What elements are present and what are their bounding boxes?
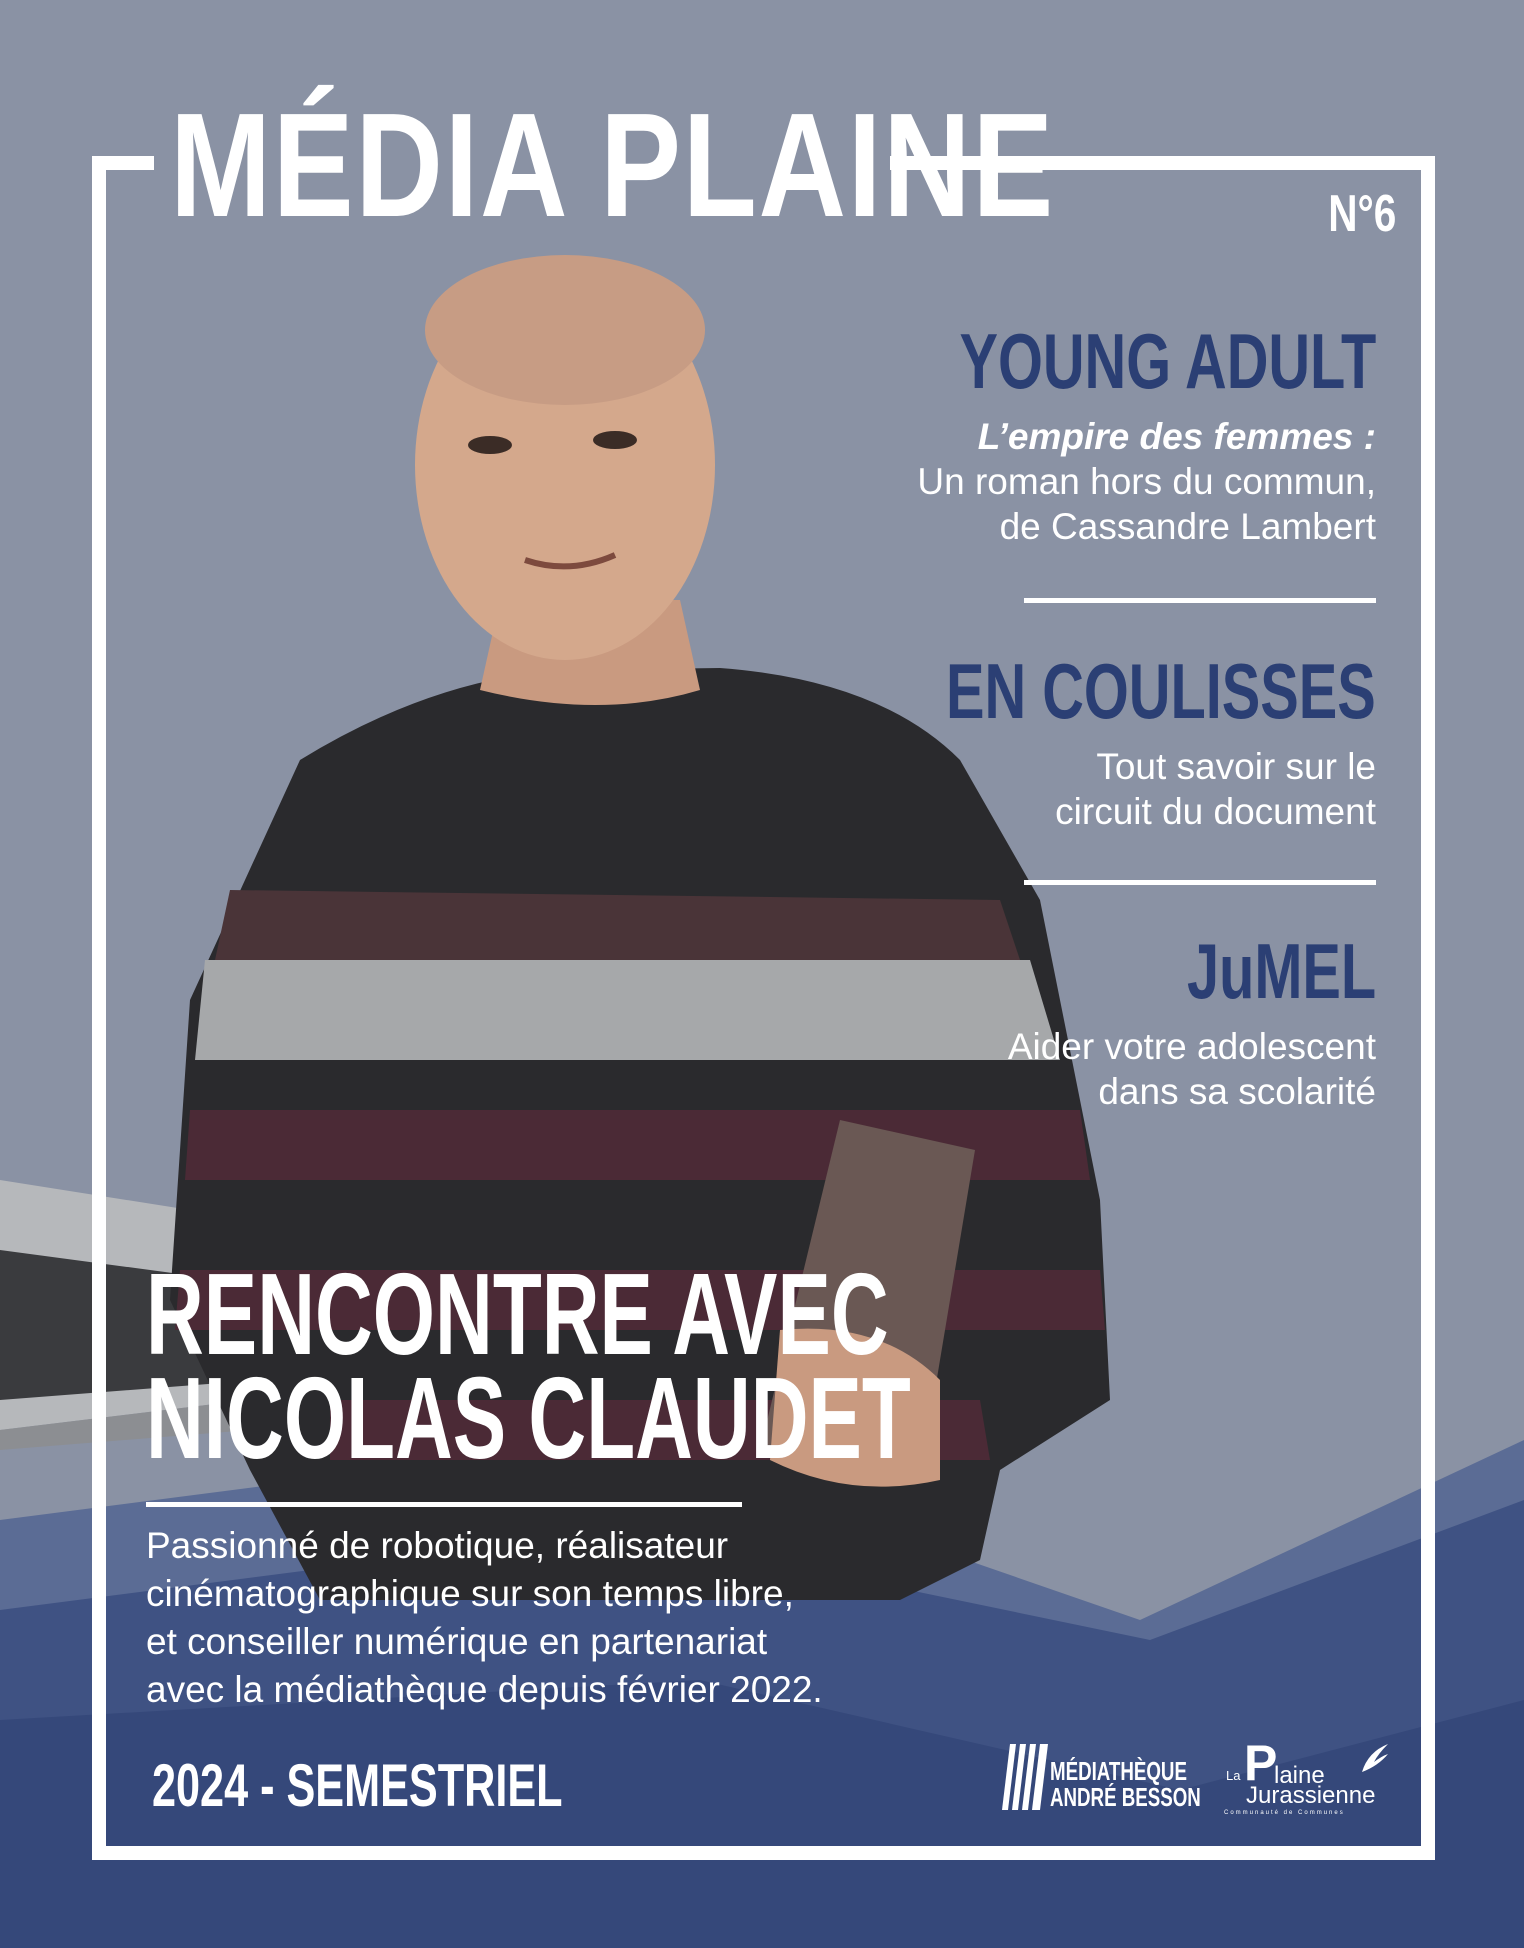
logo-word: laine xyxy=(1274,1762,1325,1789)
face-illustration xyxy=(415,255,715,705)
intro-line: Passionné de robotique, réalisateur xyxy=(146,1525,729,1566)
teaser-line: circuit du document xyxy=(1055,791,1376,832)
intro-line: avec la médiathèque depuis février 2022. xyxy=(146,1669,823,1710)
plaine-jurassienne-logo xyxy=(1222,1735,1394,1818)
logo-word: Jurassienne xyxy=(1246,1782,1376,1809)
teaser-separator xyxy=(1024,880,1376,885)
publication-date: 2024 - SEMESTRIEL xyxy=(152,1752,563,1819)
teaser-title: EN COULISSES xyxy=(946,647,1376,735)
frame-left xyxy=(92,156,106,1860)
teaser-young-adult xyxy=(813,317,1376,549)
teaser-line: Aider votre adolescent xyxy=(1007,1026,1376,1067)
masthead-title: MÉDIA PLAINE xyxy=(170,83,1055,248)
headline-rule xyxy=(146,1502,742,1507)
issue-number: N°6 xyxy=(1327,185,1396,243)
teaser-jumel xyxy=(1007,927,1376,1114)
teaser-line: de Cassandre Lambert xyxy=(999,506,1376,547)
teaser-title: YOUNG ADULT xyxy=(959,317,1376,405)
teaser-line: Un roman hors du commun, xyxy=(917,461,1376,502)
mediatheque-logo xyxy=(1002,1740,1202,1814)
teaser-line: dans sa scolarité xyxy=(1098,1071,1376,1112)
headline-line: RENCONTRE AVEC xyxy=(146,1249,889,1379)
teaser-en-coulisses xyxy=(795,647,1376,834)
intro-line: cinématographique sur son temps libre, xyxy=(146,1573,794,1614)
teaser-separator xyxy=(1024,598,1376,603)
book-bars-icon xyxy=(1002,1744,1048,1810)
feature-headline xyxy=(146,1249,911,1483)
logo-prefix: La xyxy=(1226,1768,1241,1783)
logo-line: MÉDIATHÈQUE xyxy=(1050,1756,1187,1786)
teaser-title: JuMEL xyxy=(1186,927,1376,1015)
feature-intro xyxy=(146,1522,823,1714)
frame-right xyxy=(1421,156,1435,1860)
wing-icon xyxy=(1358,1742,1390,1774)
logo-tagline: Communauté de Communes xyxy=(1224,1810,1345,1816)
teaser-book-title: L’empire des femmes : xyxy=(977,416,1376,457)
logo-line: ANDRÉ BESSON xyxy=(1050,1782,1201,1812)
teaser-line: Tout savoir sur le xyxy=(1096,746,1376,787)
frame-bottom xyxy=(92,1846,1435,1860)
headline-line: NICOLAS CLAUDET xyxy=(146,1353,911,1483)
intro-line: et conseiller numérique en partenariat xyxy=(146,1621,768,1662)
logo-initial: P xyxy=(1244,1735,1278,1791)
